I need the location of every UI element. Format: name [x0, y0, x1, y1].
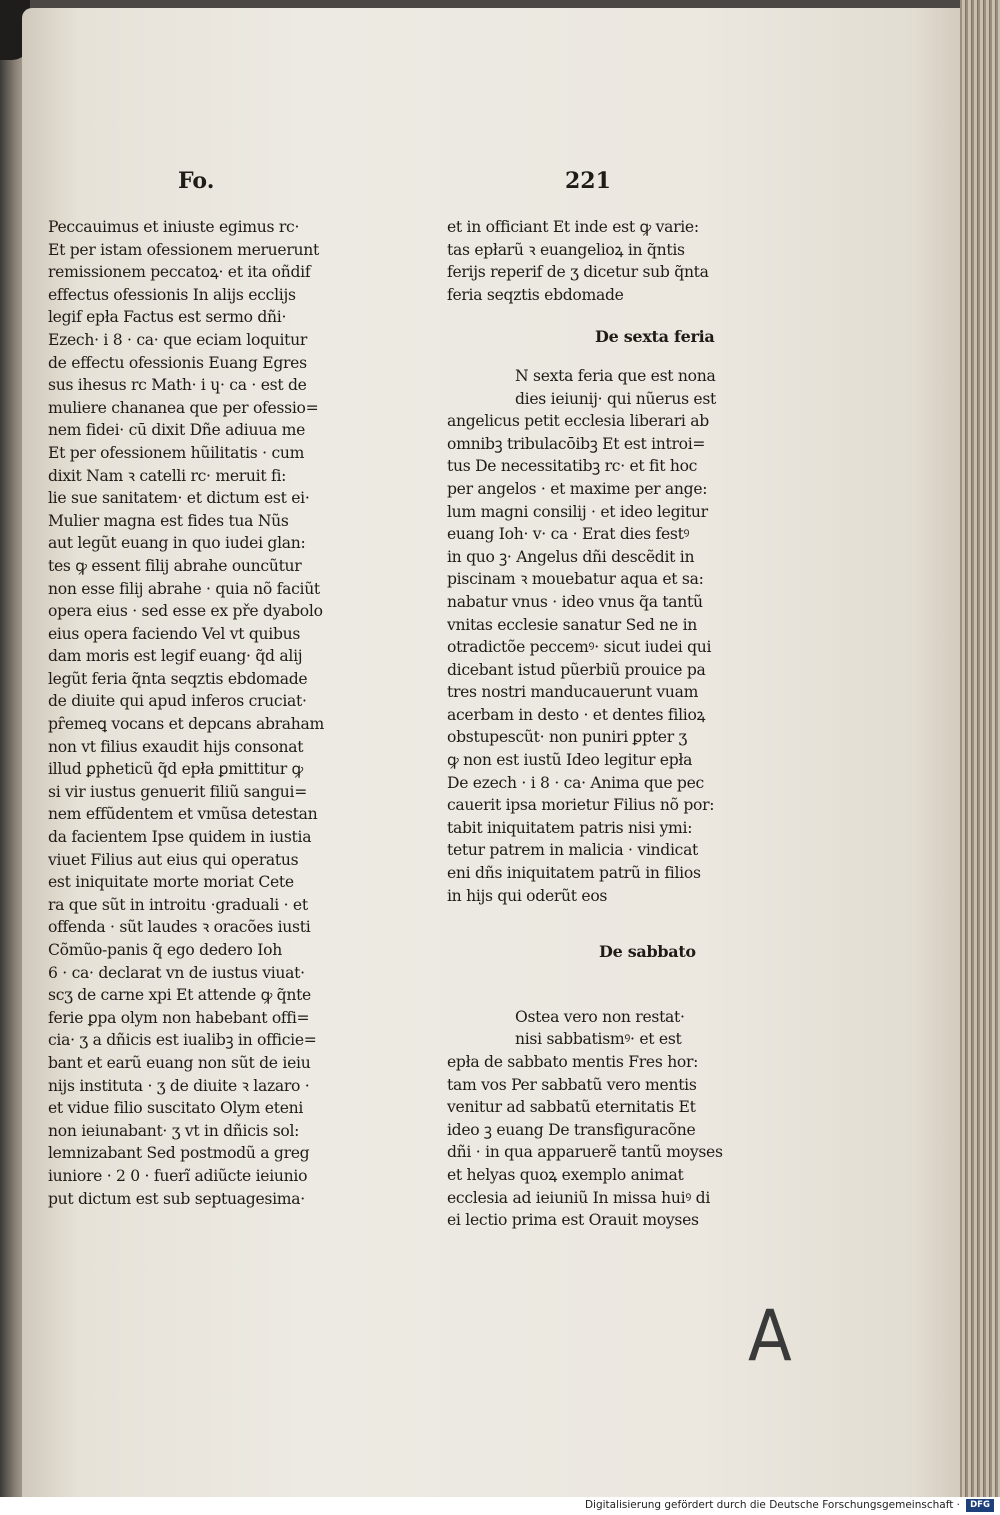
text-line: ferijs reperif de ʒ dicetur sub q̃nta [447, 263, 709, 282]
text-line: venitur ad sabbatũ eternitatis Et [447, 1098, 696, 1117]
text-line: dixit Nam ꝛ catelli rc· meruit fi: [48, 466, 287, 485]
text-line: effectus ofessionis In alijs ecclijs [48, 285, 296, 304]
text-line: ra que sũt in introitu ·graduali · et [48, 895, 308, 914]
text-line: dam moris est legif euang· q̃d alij [48, 647, 303, 666]
text-line: tres nostri manducauerunt vuam [447, 683, 699, 702]
folio-label-left: Fo. [178, 168, 215, 194]
margin-mark: A [748, 1296, 792, 1378]
text-line: non esse filij abrahe · quia nõ faciũt [48, 579, 320, 598]
text-line: nijs instituta · ʒ de diuite ꝛ lazaro · [48, 1076, 310, 1095]
section-heading-sexta-feria: De sexta feria [595, 327, 715, 347]
text-line: non ieiunabant· ʒ vt in dñicis sol: [48, 1121, 300, 1140]
text-line: offenda · sũt laudes ꝛ oracões iusti [48, 918, 311, 937]
text-line: piscinam ꝛ mouebatur aqua et sa: [447, 570, 704, 589]
text-line: sus ihesus rc Math· i ɥ· ca · est de [48, 376, 307, 395]
text-line: vnitas ecclesie sanatur Sed ne in [447, 615, 698, 634]
left-text-column [48, 216, 378, 1210]
text-line: tus De necessitatibꝫ rc· et fit hoc [447, 457, 698, 476]
text-line: est iniquitate morte moriat Cete [48, 873, 294, 892]
text-line: dñi · in qua apparuerẽ tantũ moyses [447, 1143, 723, 1162]
text-line: tam vos Per sabbatũ vero mentis [447, 1075, 697, 1094]
text-line: tabit iniquitatem patris nisi ymi: [447, 818, 693, 837]
text-line: dies ieiunij· qui nũerus est [515, 389, 717, 408]
text-line: eius opera faciendo Vel vt quibus [48, 624, 301, 643]
text-line: dicebant istud pũerbiũ prouice pa [447, 660, 706, 679]
text-line: Peccauimus et iniuste egimus rc· [48, 218, 300, 236]
text-line: per angelos · et maxime per ange: [447, 479, 708, 498]
text-line: in quo ꝫ· Angelus dñi descẽdit in [447, 547, 695, 566]
right-bottom-block [447, 1006, 777, 1232]
text-line: N sexta feria que est nona [515, 366, 716, 385]
text-line: acerbam in desto · et dentes filioꝝ [447, 705, 706, 724]
text-line: legif epła Factus est sermo dñi· [48, 308, 287, 327]
text-line: pȓemeꝗ vocans et depcans abraham [48, 715, 324, 734]
text-line: scʒ de carne xpi Et attende ꝙ q̃nte [48, 986, 311, 1005]
footer-bar [0, 1497, 1000, 1515]
text-line: de effectu ofessionis Euang Egres [48, 353, 307, 372]
right-top-block [447, 216, 777, 306]
text-line: epła de sabbato mentis Fres hor: [447, 1053, 699, 1071]
text-line: Mulier magna est fides tua Nũs [48, 511, 289, 530]
text-line: eni dñs iniquitatem patrũ in filios [447, 864, 701, 883]
text-line: Ostea vero non restat· [515, 1007, 685, 1026]
text-line: lum magni consilij · et ideo legitur [447, 502, 708, 521]
text-line: iuniore · 2 0 · fuerĩ adiũcte ieiunio [48, 1166, 308, 1185]
funding-notice: Digitalisierung gefördert durch die Deutsche Forschungsgemeinschaft · [584, 1499, 960, 1511]
text-line: si vir iustus genuerit filiũ sangui= [48, 782, 307, 801]
text-line: angelicus petit ecclesia liberari ab [447, 412, 709, 431]
text-line: nem effũdentem et vmũsa detestan [48, 805, 318, 824]
section-heading-sabbato: De sabbato [599, 942, 696, 962]
text-line: nem fidei· cū dixit Dñe adiuua me [48, 421, 306, 440]
text-line: lie sue sanitatem· et dictum est ei· [48, 489, 310, 508]
text-line: otradictõe peccemꝰ· sicut iudei qui [447, 638, 712, 657]
right-middle-block [447, 365, 777, 907]
text-line: ecclesia ad ieiuniũ In missa huiꝰ di [447, 1188, 711, 1207]
text-line: put dictum est sub septuagesima· [48, 1189, 305, 1208]
text-line: remissionem peccatoꝝ· et ita oñdif [48, 263, 311, 282]
text-line: da facientem Ipse quidem in iustia [48, 828, 312, 847]
text-line: de diuite qui apud inferos cruciat· [48, 692, 307, 711]
text-line: et vidue filio suscitato Olym eteni [48, 1099, 304, 1118]
text-line: 6 · ca· declarat vn de iustus viuat· [48, 963, 305, 982]
text-line: lemnizabant Sed postmodũ a greg [48, 1144, 310, 1163]
text-line: muliere chananea que per ofessio= [48, 398, 319, 417]
text-line: non vt filius exaudit hijs consonat [48, 737, 304, 756]
text-line: ei lectio prima est Orauit moyses [447, 1211, 699, 1230]
text-line: ideo ꝫ euang De transfiguracõne [447, 1120, 696, 1139]
text-line: tes ꝙ essent filij abrahe ouncũtur [48, 556, 302, 575]
text-line: ferie ꝑpa olym non habebant offi= [48, 1008, 310, 1027]
text-line: in hijs qui oderũt eos [447, 886, 608, 905]
text-line: bant et earũ euang non sũt de ieiu [48, 1053, 311, 1072]
text-line: et helyas quoꝝ exemplo animat [447, 1165, 684, 1184]
text-line: omnibꝫ tribulacōibꝫ Et est introi= [447, 434, 706, 453]
text-line: tetur patrem in malicia · vindicat [447, 841, 699, 860]
text-line: viuet Filius aut eius qui operatus [48, 850, 299, 869]
page-stack-edge [960, 0, 1000, 1497]
text-line: Et per istam ofessionem meruerunt [48, 240, 319, 259]
folio-number: 221 [565, 168, 611, 194]
right-text-column [447, 216, 777, 1232]
text-line: illud ꝑpheticũ q̃d epła ꝑmittitur ꝙ [48, 760, 303, 779]
text-line: Cõmũo-panis q̃ ego dedero Ioh [48, 941, 282, 959]
text-line: tas epłarũ ꝛ euangelioꝝ in q̃ntis [447, 240, 685, 259]
text-line: legũt feria q̃nta seqztis ebdomade [48, 669, 308, 688]
text-line: nisi sabbatismꝰ· et est [515, 1030, 682, 1049]
text-line: opera eius · sed esse ex pře dyabolo [48, 602, 323, 621]
text-line: ꝙ non est iustũ Ideo legitur epła [447, 751, 693, 770]
text-line: Et per ofessionem hũilitatis · cum [48, 443, 305, 462]
text-line: feria seqztis ebdomade [447, 285, 624, 304]
text-line: De ezech · i 8 · ca· Anima que pec [447, 773, 704, 792]
text-line: et in officiant Et inde est ꝙ varie: [447, 218, 699, 236]
dfg-logo: DFG [966, 1499, 994, 1512]
text-line: nabatur vnus · ideo vnus q̃a tantũ [447, 592, 703, 611]
text-line: aut legũt euang in quo iudei glan: [48, 534, 306, 553]
text-line: Ezech· i 8 · ca· que eciam loquitur [48, 330, 308, 349]
text-line: euang Ioh· v· ca · Erat dies festꝰ [447, 525, 690, 544]
text-line: cauerit ipsa morietur Filius nõ por: [447, 796, 715, 815]
text-line: obstupescũt· non puniri ꝑpter ʒ [447, 728, 688, 747]
text-line: cia· ʒ a dñicis est iualibꝫ in officie= [48, 1031, 317, 1050]
